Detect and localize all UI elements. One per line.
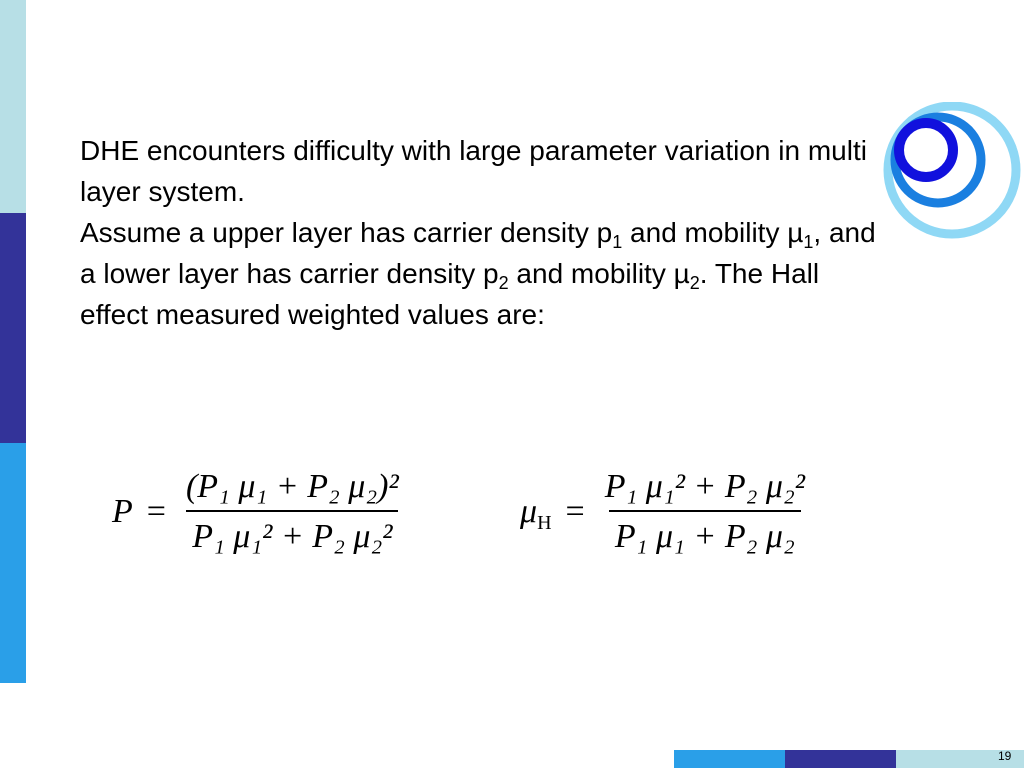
sidebar-band-top (0, 0, 26, 213)
equals-sign: = (146, 493, 166, 530)
numerator: (P₁ μ₁ + P₂ μ₂)² (185, 468, 399, 505)
sidebar-band-bottom (0, 443, 26, 683)
concentric-rings-logo (880, 102, 1024, 246)
formula-lhs: P (112, 493, 133, 530)
footer-band-2 (785, 750, 896, 768)
page-number: 19 (998, 749, 1012, 763)
intro-sentence: DHE encounters difficulty with large parameter variation in multi layer system. (80, 135, 867, 207)
equals-sign: = (565, 493, 585, 530)
formula-lhs: $\mu_H$ (520, 493, 552, 534)
fraction (599, 468, 811, 556)
numerator: P₁ μ₁² + P₂ μ₂² (604, 468, 805, 505)
denominator: P₁ μ₁² + P₂ μ₂² (186, 510, 398, 556)
carrier-density-formula (112, 468, 405, 556)
denominator: P₁ μ₁ + P₂ μ₂ (609, 510, 801, 556)
footer-band-1 (674, 750, 785, 768)
sidebar-band-middle (0, 213, 26, 443)
slide-body-text (80, 130, 880, 335)
hall-mobility-formula (520, 468, 811, 556)
assumption-paragraph: Assume a upper layer has carrier density $p_1$ and mobility µ$_1$, and a lower layer has carrier density $p_2$ and mobility µ$_2$. The Hall effect measured weighted values are: (80, 217, 876, 330)
fraction (180, 468, 405, 556)
